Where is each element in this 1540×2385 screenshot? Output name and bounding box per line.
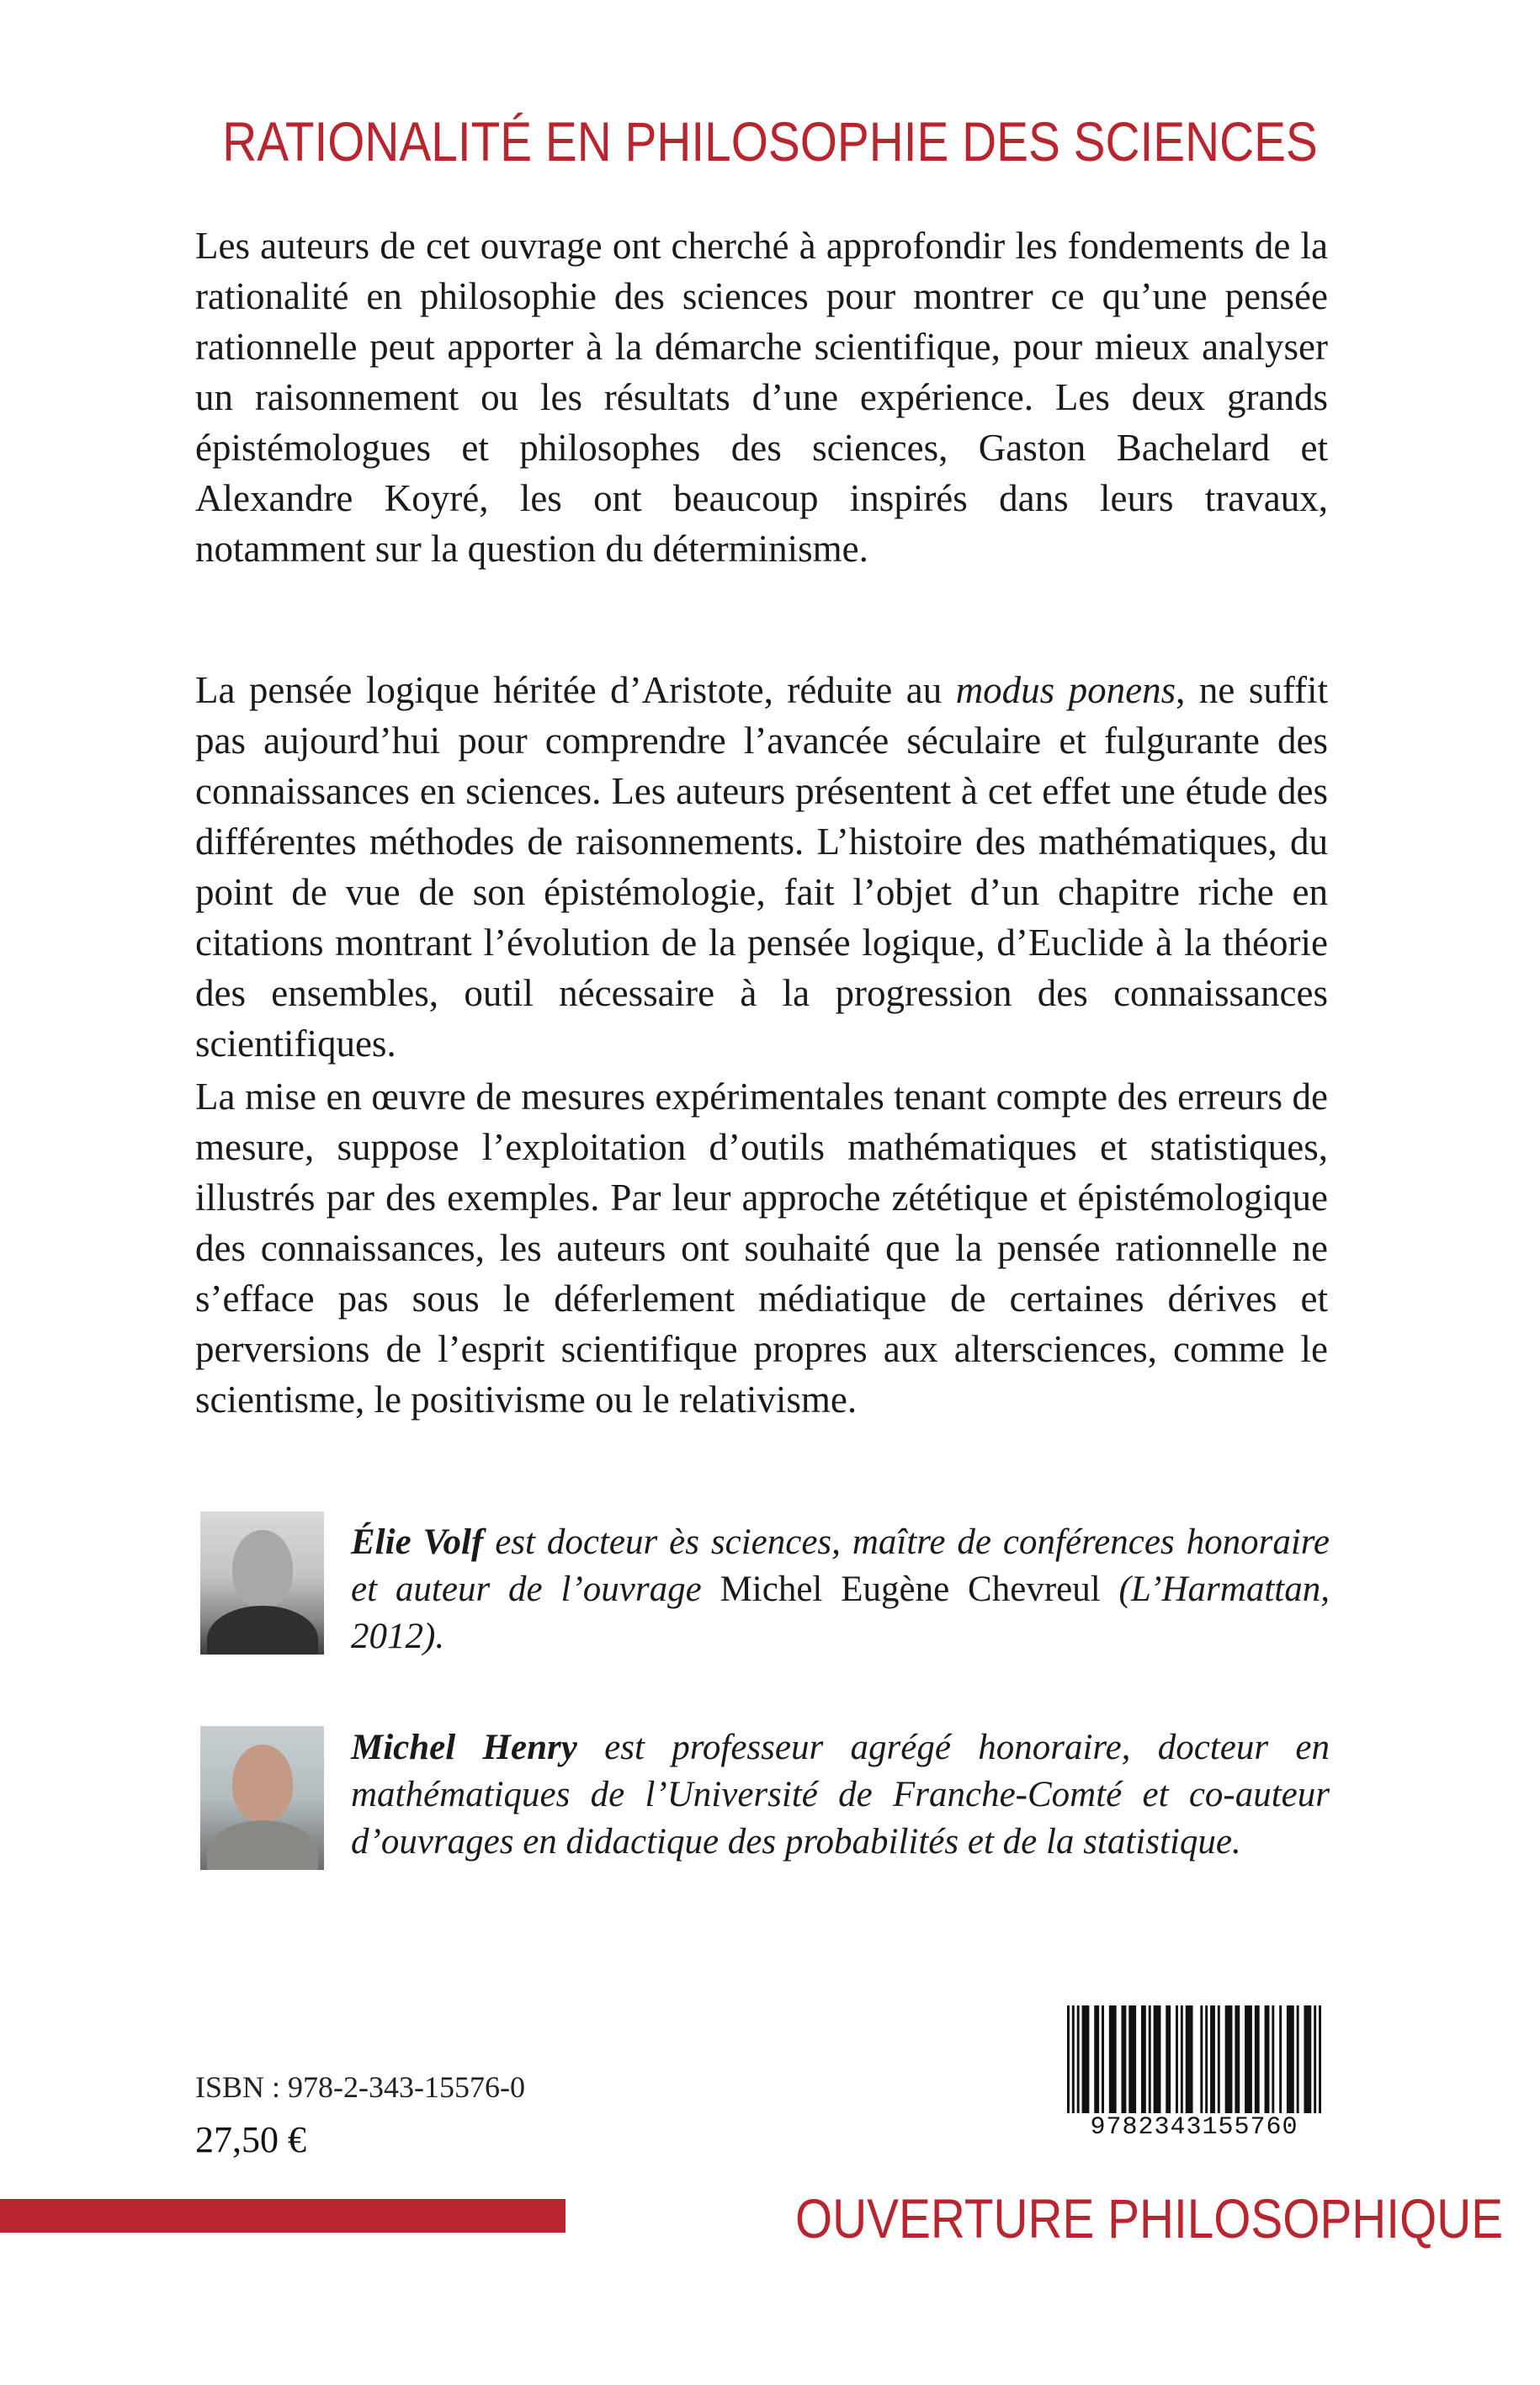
barcode [1064, 2005, 1325, 2144]
portrait-head [232, 1745, 293, 1822]
barcode-bar [1314, 2005, 1316, 2113]
barcode-bar [1225, 2005, 1233, 2113]
barcode-bar [1141, 2005, 1146, 2113]
barcode-digits: 9782343155760 [1090, 2113, 1298, 2142]
author-bio-1 [351, 1519, 1330, 1660]
paragraph-2-italic: modus ponens [955, 669, 1176, 711]
barcode-bar [1210, 2005, 1215, 2113]
author-bio-1-after: (L’Harmattan, 2012). [351, 1570, 1330, 1656]
portrait-head [232, 1530, 293, 1607]
paragraph-2-before: La pensée logique héritée d’Aristote, réduite au [195, 669, 956, 711]
portrait-shoulders [207, 1820, 318, 1870]
barcode-bar [1218, 2005, 1220, 2113]
barcode-bar [1077, 2005, 1080, 2113]
author-name-1: Élie Volf [351, 1522, 484, 1562]
summary-paragraph-1 [195, 220, 1328, 574]
barcode-bar [1265, 2005, 1270, 2113]
paragraph-1-text: Les auteurs de cet ouvrage ont cherché à approfondir les fondements de la rationalité en philosophie des sciences pour montrer ce qu’une pensée rationnelle peut apporter à la démarche scientifique, pour mieux analyser un raisonnement ou les résultats d’une expérience. Les deux grands épistémologues et philosophes des sciences, Gaston Bachelard et Alexandre Koyré, les ont beaucoup inspirés dans leurs travaux, notamment sur la question du déterminisme. [195, 225, 1328, 570]
barcode-bar [1082, 2005, 1090, 2113]
barcode-bars [1064, 2005, 1325, 2113]
barcode-bar [1102, 2005, 1104, 2113]
barcode-bar [1235, 2005, 1240, 2113]
barcode-bar [1166, 2005, 1171, 2113]
price: 27,50 € [195, 2119, 306, 2160]
barcode-bar [1176, 2005, 1178, 2113]
summary-paragraph-3 [195, 1071, 1328, 1425]
paragraph-2-after: , ne suffit pas aujourd’hui pour comprendre l’avancée séculaire et fulgurante des connaissances en sciences. Les auteurs présentent à cet effet une étude des différentes méthodes de raisonnements. L’histoire des mathématiques, du point de vue de son épistémologie, fait l’objet d’un chapitre riche en citations montrant l’évolution de la pensée logique, d’Euclide à la théorie des ensembles, outil nécessaire à la progression des connaissances scientifiques. [195, 669, 1328, 1065]
author-bio-2-text: est professeur agrégé honoraire, docteur en mathématiques de l’Université de Franche-Comté et co-auteur d’ouvrages en didactique des probabilités et de la statistique. [351, 1728, 1330, 1862]
author-photo-michel-henry [200, 1726, 324, 1870]
barcode-bar [1319, 2005, 1321, 2113]
book-title: RATIONALITÉ EN PHILOSOPHIE DES SCIENCES [222, 110, 1318, 173]
barcode-bar [1094, 2005, 1099, 2113]
paragraph-2-text [195, 665, 1328, 1069]
author-bio-1-book: Michel Eugène Chevreul [720, 1570, 1101, 1609]
summary-paragraph-2 [195, 665, 1328, 1069]
barcode-bar [1181, 2005, 1183, 2113]
author-photo-elie-volf [200, 1511, 324, 1655]
collection-name: OUVERTURE PHILOSOPHIQUE [795, 2187, 1504, 2250]
barcode-bar [1200, 2005, 1203, 2113]
collection-red-bar [0, 2199, 566, 2233]
barcode-bar [1072, 2005, 1075, 2113]
barcode-bar [1067, 2005, 1070, 2113]
barcode-bar [1205, 2005, 1208, 2113]
barcode-bar [1122, 2005, 1127, 2113]
paragraph-3-text: La mise en œuvre de mesures expérimentales tenant compte des erreurs de mesure, suppose l’exploitation d’outils mathématiques et statistiques, illustrés par des exemples. Par leur approche zététique et épistémologique des connaissances, les auteurs ont souhaité que la pensée rationnelle ne s’efface pas sous le déferlement médiatique de certaines dérives et perversions de l’esprit scientifique propres aux altersciences, comme le scientisme, le positivisme ou le relativisme. [195, 1076, 1328, 1421]
barcode-bar [1154, 2005, 1161, 2113]
barcode-bar [1128, 2005, 1136, 2113]
barcode-bar [1255, 2005, 1260, 2113]
barcode-bar [1287, 2005, 1294, 2113]
portrait-shoulders [207, 1606, 318, 1655]
author-name-2: Michel Henry [351, 1728, 577, 1767]
isbn: ISBN : 978-2-343-15576-0 [195, 2070, 525, 2104]
author-bio-1-text: est docteur ès sciences, maître de conférences honoraire et auteur de l’ouvrage [351, 1522, 1330, 1609]
barcode-bar [1245, 2005, 1252, 2113]
barcode-bar [1272, 2005, 1274, 2113]
author-bio-2 [351, 1724, 1330, 1866]
barcode-bar [1109, 2005, 1117, 2113]
barcode-bar [1186, 2005, 1193, 2113]
barcode-bar [1149, 2005, 1151, 2113]
barcode-bar [1304, 2005, 1311, 2113]
barcode-bar [1297, 2005, 1299, 2113]
barcode-bar [1279, 2005, 1282, 2113]
